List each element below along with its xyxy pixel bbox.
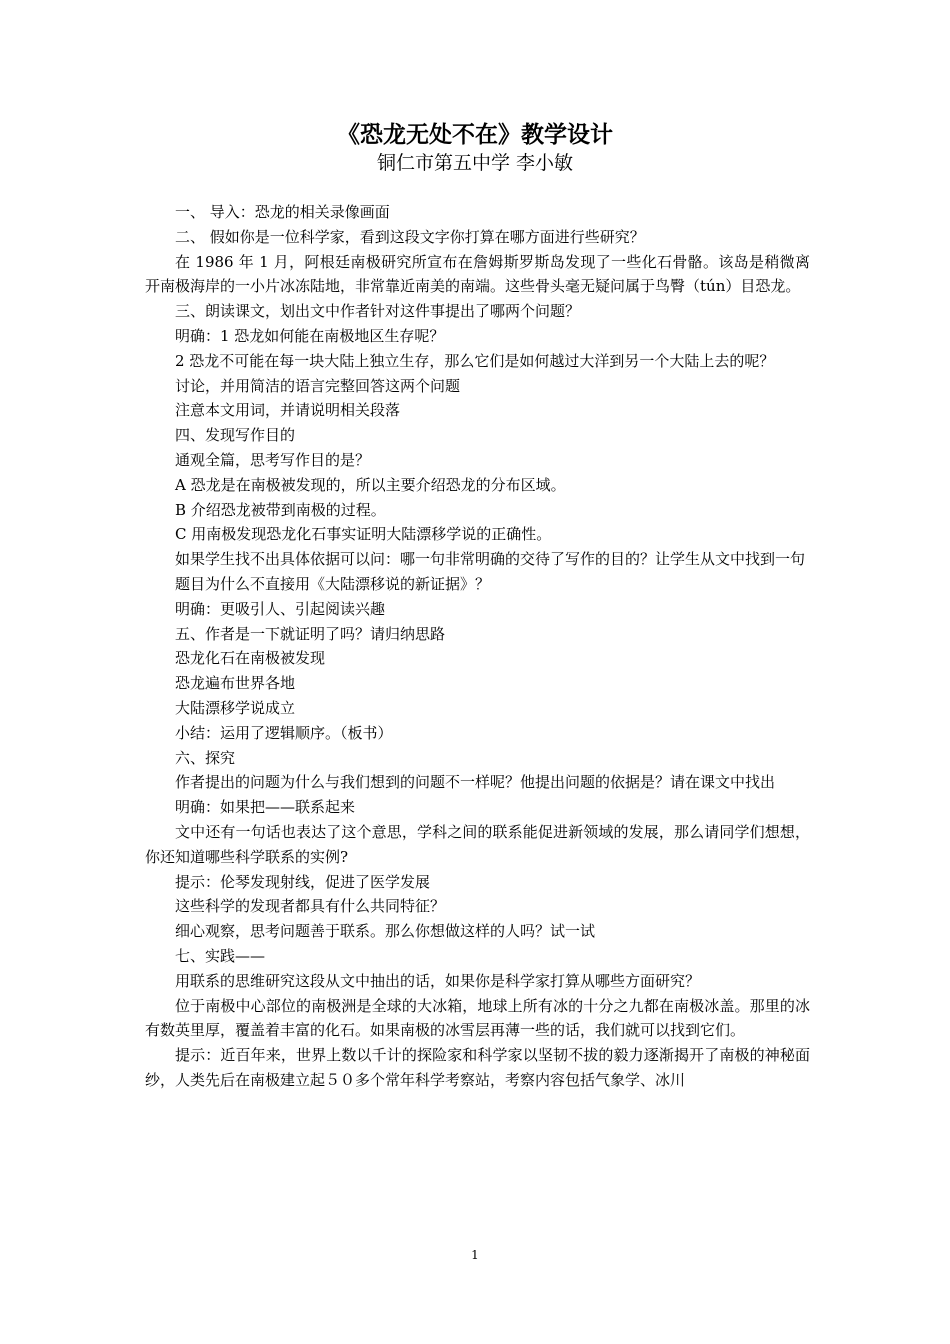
paragraph: 题目为什么不直接用《大陆漂移说的新证据》？ xyxy=(175,574,491,593)
paragraph: A 恐龙是在南极被发现的，所以主要介绍恐龙的分布区域。 xyxy=(175,475,566,494)
paragraph: 这些科学的发现者都具有什么共同特征？ xyxy=(175,897,446,916)
paragraph: 恐龙化石在南极被发现 xyxy=(175,649,326,668)
paragraph: 2 恐龙不可能在每一块大陆上独立生存，那么它们是如何越过大洋到另一个大陆上去的呢？ xyxy=(175,351,775,370)
page-number: 1 xyxy=(471,1248,479,1262)
paragraph: 恐龙遍布世界各地 xyxy=(175,674,296,693)
paragraph: 明确：更吸引人、引起阅读兴趣 xyxy=(175,599,386,618)
paragraph: 七、实践—— xyxy=(175,946,266,965)
paragraph: 三、朗读课文，划出文中作者针对这件事提出了哪两个问题？ xyxy=(175,302,581,321)
paragraph: 在 1986 年 1 月，阿根廷南极研究所宣布在詹姆斯罗斯岛发现了一些化石骨骼。该岛是稍微离开南极海岸的一小片冰冻陆地，非常靠近南美的南端。这些骨头毫无疑问属于鸟臀（tún）目恐龙。 xyxy=(145,252,810,296)
paragraph: 提示：伦琴发现射线，促进了医学发展 xyxy=(175,872,431,891)
paragraph: C 用南极发现恐龙化石事实证明大陆漂移学说的正确性。 xyxy=(175,525,552,544)
paragraph: 位于南极中心部位的南极洲是全球的大冰箱，地球上所有冰的十分之九都在南极冰盖。那里的冰有数英里厚，覆盖着丰富的化石。如果南极的冰雪层再薄一些的话，我们就可以找到它们。 xyxy=(145,996,810,1040)
paragraph: 讨论，并用简洁的语言完整回答这两个问题 xyxy=(175,376,461,395)
paragraph: 细心观察，思考问题善于联系。那么你想做这样的人吗？试一试 xyxy=(175,922,596,941)
paragraph: 小结：运用了逻辑顺序。（板书） xyxy=(175,723,393,742)
paragraph: 文中还有一句话也表达了这个意思，学科之间的联系能促进新领域的发展，那么请同学们想想，你还知道哪些科学联系的实例? xyxy=(145,822,810,866)
paragraph: 大陆漂移学说成立 xyxy=(175,698,296,717)
author-line: 铜仁市第五中学 李小敏 xyxy=(376,152,574,174)
paragraph: 通观全篇，思考写作目的是？ xyxy=(175,450,371,469)
paragraph: 作者提出的问题为什么与我们想到的问题不一样呢？他提出问题的依据是？请在课文中找出 xyxy=(175,773,776,792)
paragraph: B 介绍恐龙被带到南极的过程。 xyxy=(175,500,386,519)
document-title: 《恐龙无处不在》教学设计 xyxy=(337,121,613,148)
paragraph: 明确：1 恐龙如何能在南极地区生存呢？ xyxy=(175,326,445,345)
paragraph: 四、发现写作目的 xyxy=(175,426,296,445)
document-body xyxy=(145,200,810,1093)
paragraph: 如果学生找不出具体依据可以问：哪一句非常明确的交待了写作的目的？让学生从文中找到一句 xyxy=(175,550,806,569)
paragraph: 注意本文用词，并请说明相关段落 xyxy=(175,401,401,420)
paragraph: 五、作者是一下就证明了吗？请归纳思路 xyxy=(175,624,446,643)
paragraph: 用联系的思维研究这段从文中抽出的话，如果你是科学家打算从哪些方面研究？ xyxy=(175,971,701,990)
paragraph: 一、 导入：恐龙的相关录像画面 xyxy=(175,203,390,221)
paragraph: 明确：如果把——联系起来 xyxy=(175,798,356,817)
paragraph: 六、探究 xyxy=(175,748,236,767)
paragraph: 二、 假如你是一位科学家，看到这段文字你打算在哪方面进行些研究？ xyxy=(175,227,645,246)
paragraph: 提示：近百年来，世界上数以千计的探险家和科学家以坚韧不拔的毅力逐渐揭开了南极的神秘面纱，人类先后在南极建立起５０多个常年科学考察站，考察内容包括气象学、冰川 xyxy=(145,1046,810,1089)
